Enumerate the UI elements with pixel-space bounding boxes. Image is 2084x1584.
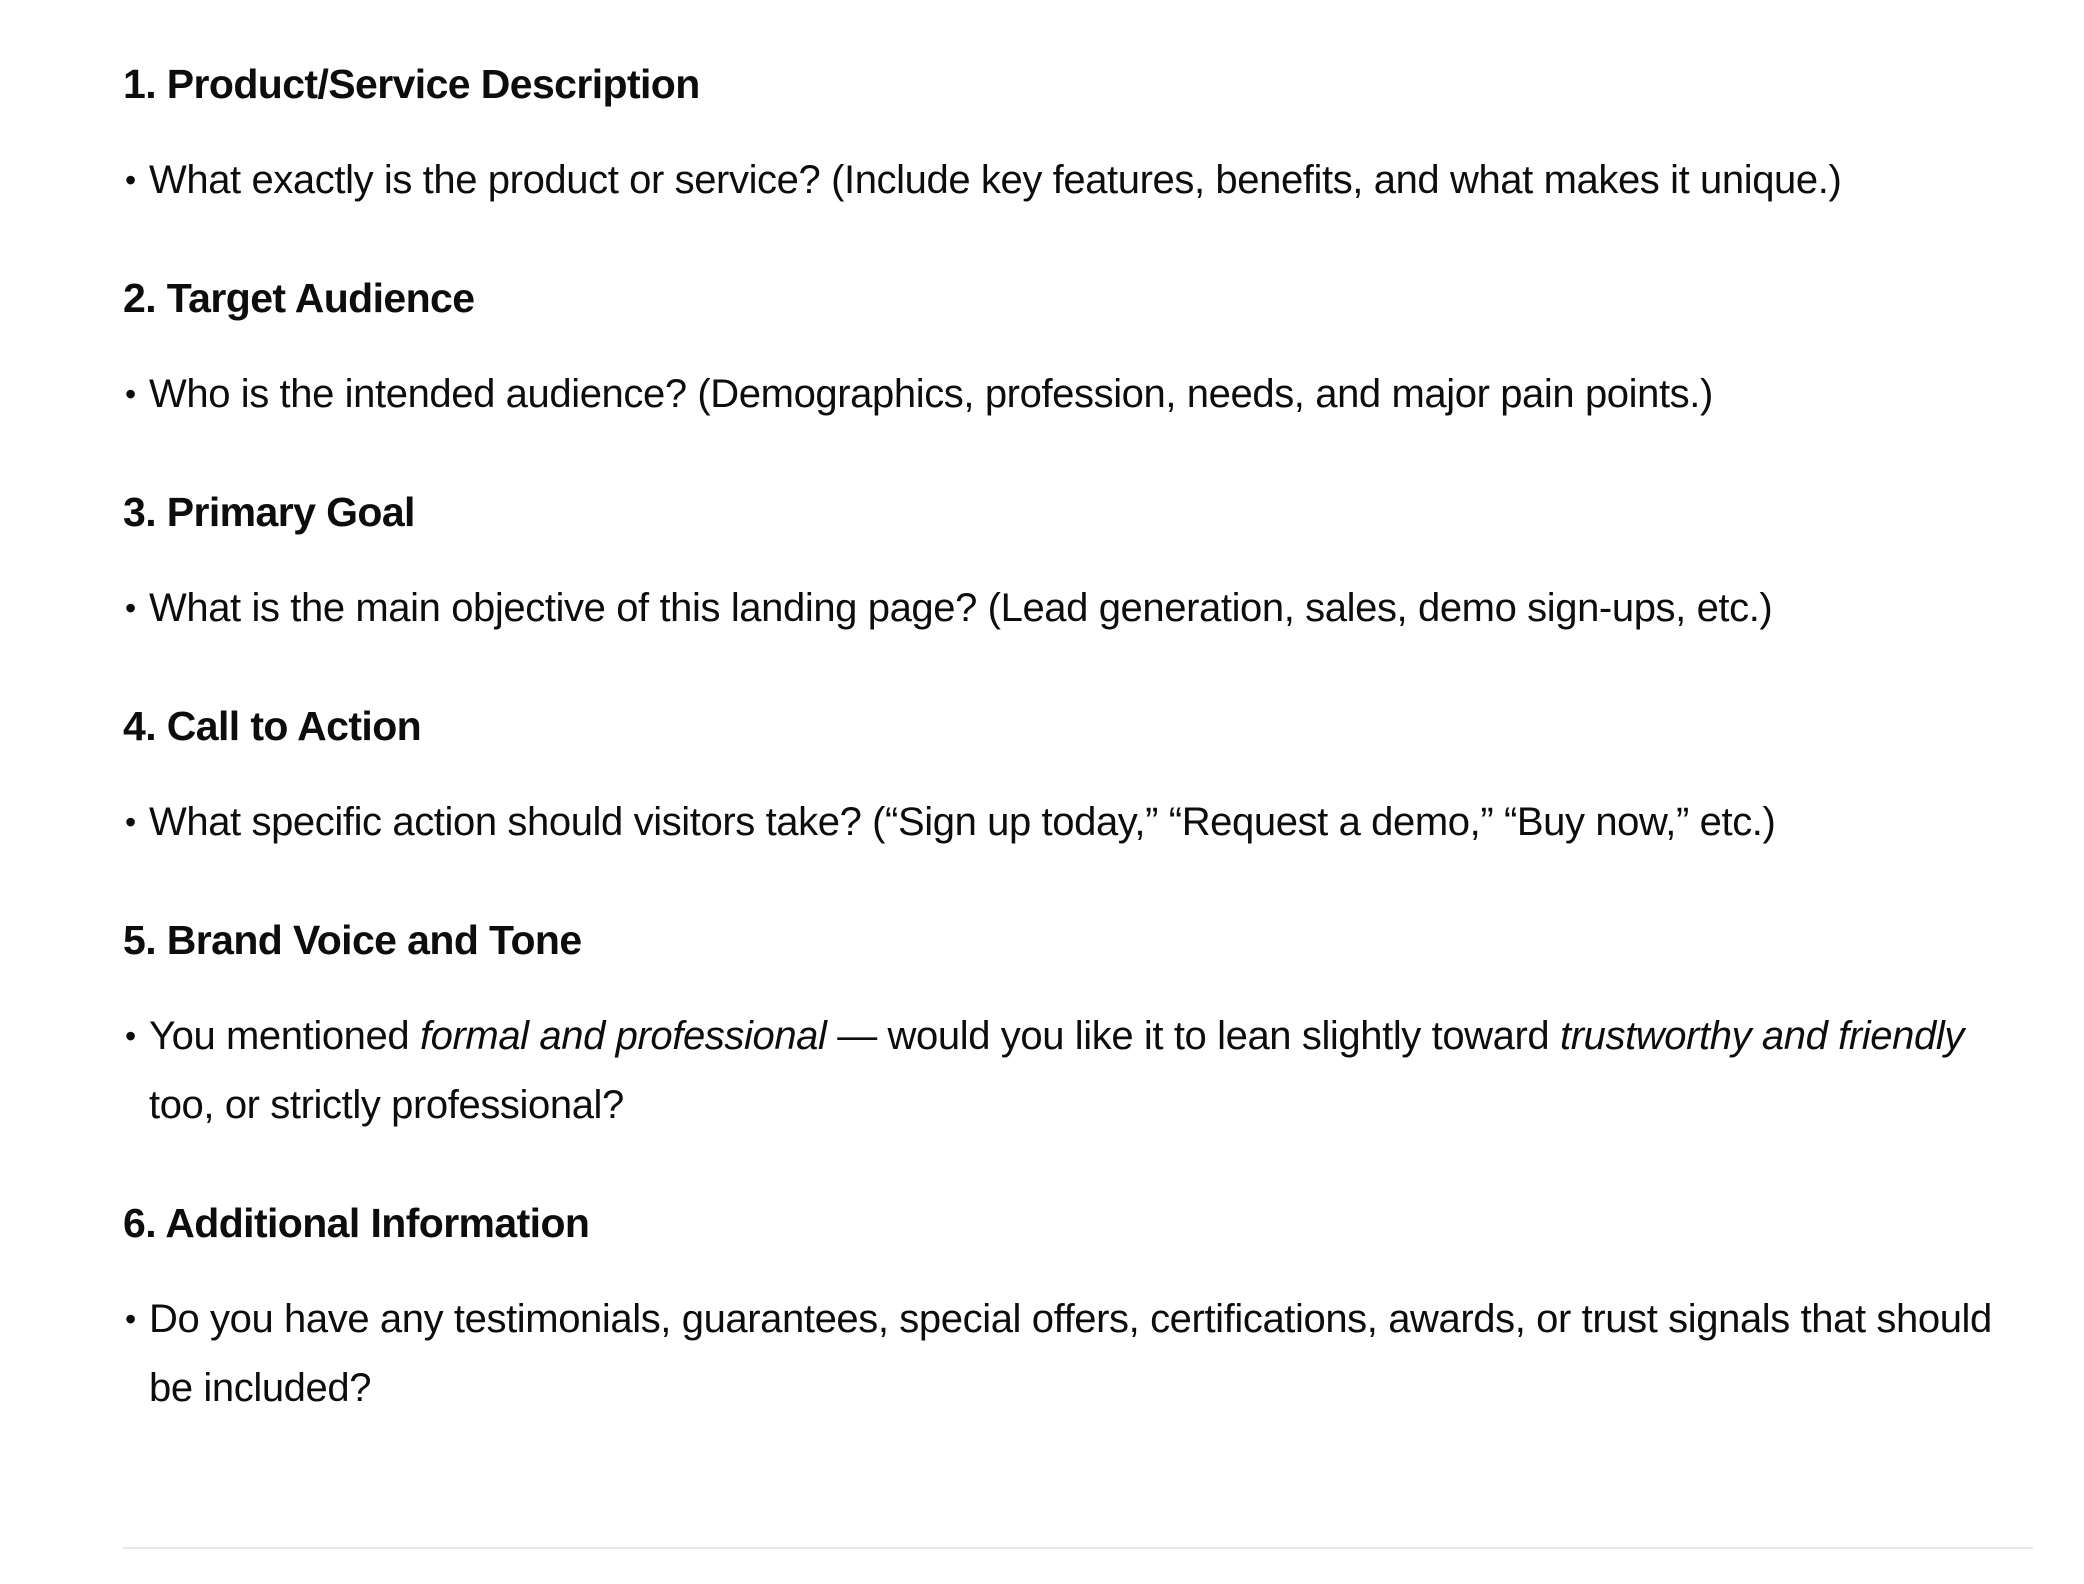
horizontal-divider xyxy=(123,1547,2033,1549)
bullet-text: What exactly is the product or service? (Include key features, benefits, and what makes it unique.) xyxy=(149,158,1842,202)
bullet-item xyxy=(123,574,2033,643)
section-heading: 5. Brand Voice and Tone xyxy=(123,917,582,963)
section-additional-information xyxy=(123,1195,2033,1423)
bullet-item xyxy=(123,360,2033,429)
bullet-text xyxy=(149,1014,1964,1127)
bullet-point-icon: • xyxy=(125,1018,136,1054)
bullet-item xyxy=(123,1002,2033,1140)
bullet-point-icon: • xyxy=(125,590,136,626)
bullet-point-icon: • xyxy=(125,162,136,198)
document-body xyxy=(123,56,2033,1478)
bullet-item xyxy=(123,1285,2033,1423)
bullet-point-icon: • xyxy=(125,376,136,412)
section-heading: 2. Target Audience xyxy=(123,275,475,321)
bullet-point-icon: • xyxy=(125,804,136,840)
section-heading: 1. Product/Service Description xyxy=(123,61,700,107)
bullet-text: What is the main objective of this landing page? (Lead generation, sales, demo sign-ups, etc.) xyxy=(149,586,1773,630)
section-product-service-description xyxy=(123,56,2033,215)
emphasis-text: formal and professional xyxy=(419,1014,827,1058)
emphasis-text: trustworthy and friendly xyxy=(1560,1014,1964,1058)
bullet-point-icon: • xyxy=(125,1301,136,1337)
section-target-audience xyxy=(123,270,2033,429)
section-call-to-action xyxy=(123,698,2033,857)
bullet-item xyxy=(123,788,2033,857)
section-heading: 4. Call to Action xyxy=(123,703,422,749)
text-run: too, or strictly professional? xyxy=(149,1083,624,1127)
section-heading: 6. Additional Information xyxy=(123,1200,590,1246)
section-brand-voice-and-tone xyxy=(123,912,2033,1140)
bullet-text: Who is the intended audience? (Demographics, profession, needs, and major pain points.) xyxy=(149,372,1713,416)
bullet-text: Do you have any testimonials, guarantees, special offers, certifications, awards, or trust signals that should be included? xyxy=(149,1297,1992,1410)
section-heading: 3. Primary Goal xyxy=(123,489,415,535)
text-run: — would you like it to lean slightly toward xyxy=(826,1014,1560,1058)
text-run: You mentioned xyxy=(149,1014,420,1058)
section-primary-goal xyxy=(123,484,2033,643)
bullet-item xyxy=(123,146,2033,215)
bullet-text: What specific action should visitors take? (“Sign up today,” “Request a demo,” “Buy now,” etc.) xyxy=(149,800,1776,844)
